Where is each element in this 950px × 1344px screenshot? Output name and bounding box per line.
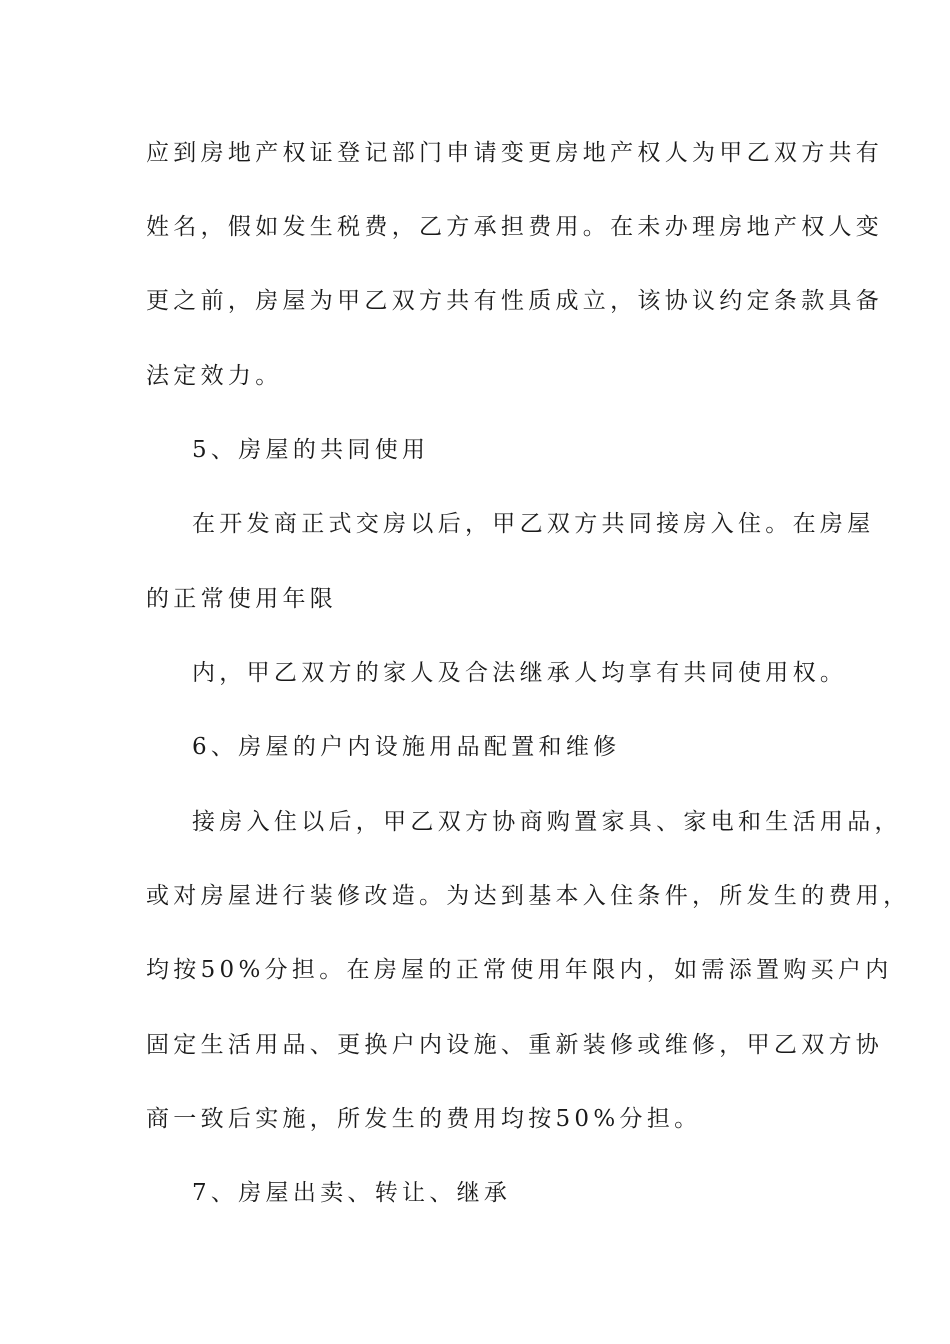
section-heading-6: 6、房屋的户内设施用品配置和维修 [192, 734, 621, 760]
paragraph-line: 应到房地产权证登记部门申请变更房地产权人为甲乙双方共有 [146, 140, 884, 166]
paragraph-line: 法定效力。 [146, 363, 283, 389]
section-heading-7: 7、房屋出卖、转让、继承 [192, 1180, 512, 1206]
paragraph-line: 的正常使用年限 [146, 586, 338, 612]
paragraph-line: 姓名，假如发生税费，乙方承担费用。在未办理房地产权人变 [146, 214, 884, 240]
paragraph-line: 接房入住以后，甲乙双方协商购置家具、家电和生活用品， [192, 809, 902, 835]
paragraph-line: 商一致后实施，所发生的费用均按50%分担。 [146, 1106, 702, 1132]
paragraph-line: 均按50%分担。在房屋的正常使用年限内，如需添置购买户内 [146, 957, 893, 983]
paragraph-line: 固定生活用品、更换户内设施、重新装修或维修，甲乙双方协 [146, 1032, 884, 1058]
paragraph-line: 更之前，房屋为甲乙双方共有性质成立，该协议约定条款具备 [146, 288, 884, 314]
section-heading-5: 5、房屋的共同使用 [192, 437, 430, 463]
paragraph-line: 在开发商正式交房以后，甲乙双方共同接房入住。在房屋 [192, 511, 875, 537]
paragraph-line: 或对房屋进行装修改造。为达到基本入住条件，所发生的费用， [146, 883, 911, 909]
paragraph-line: 内，甲乙双方的家人及合法继承人均享有共同使用权。 [192, 660, 848, 686]
